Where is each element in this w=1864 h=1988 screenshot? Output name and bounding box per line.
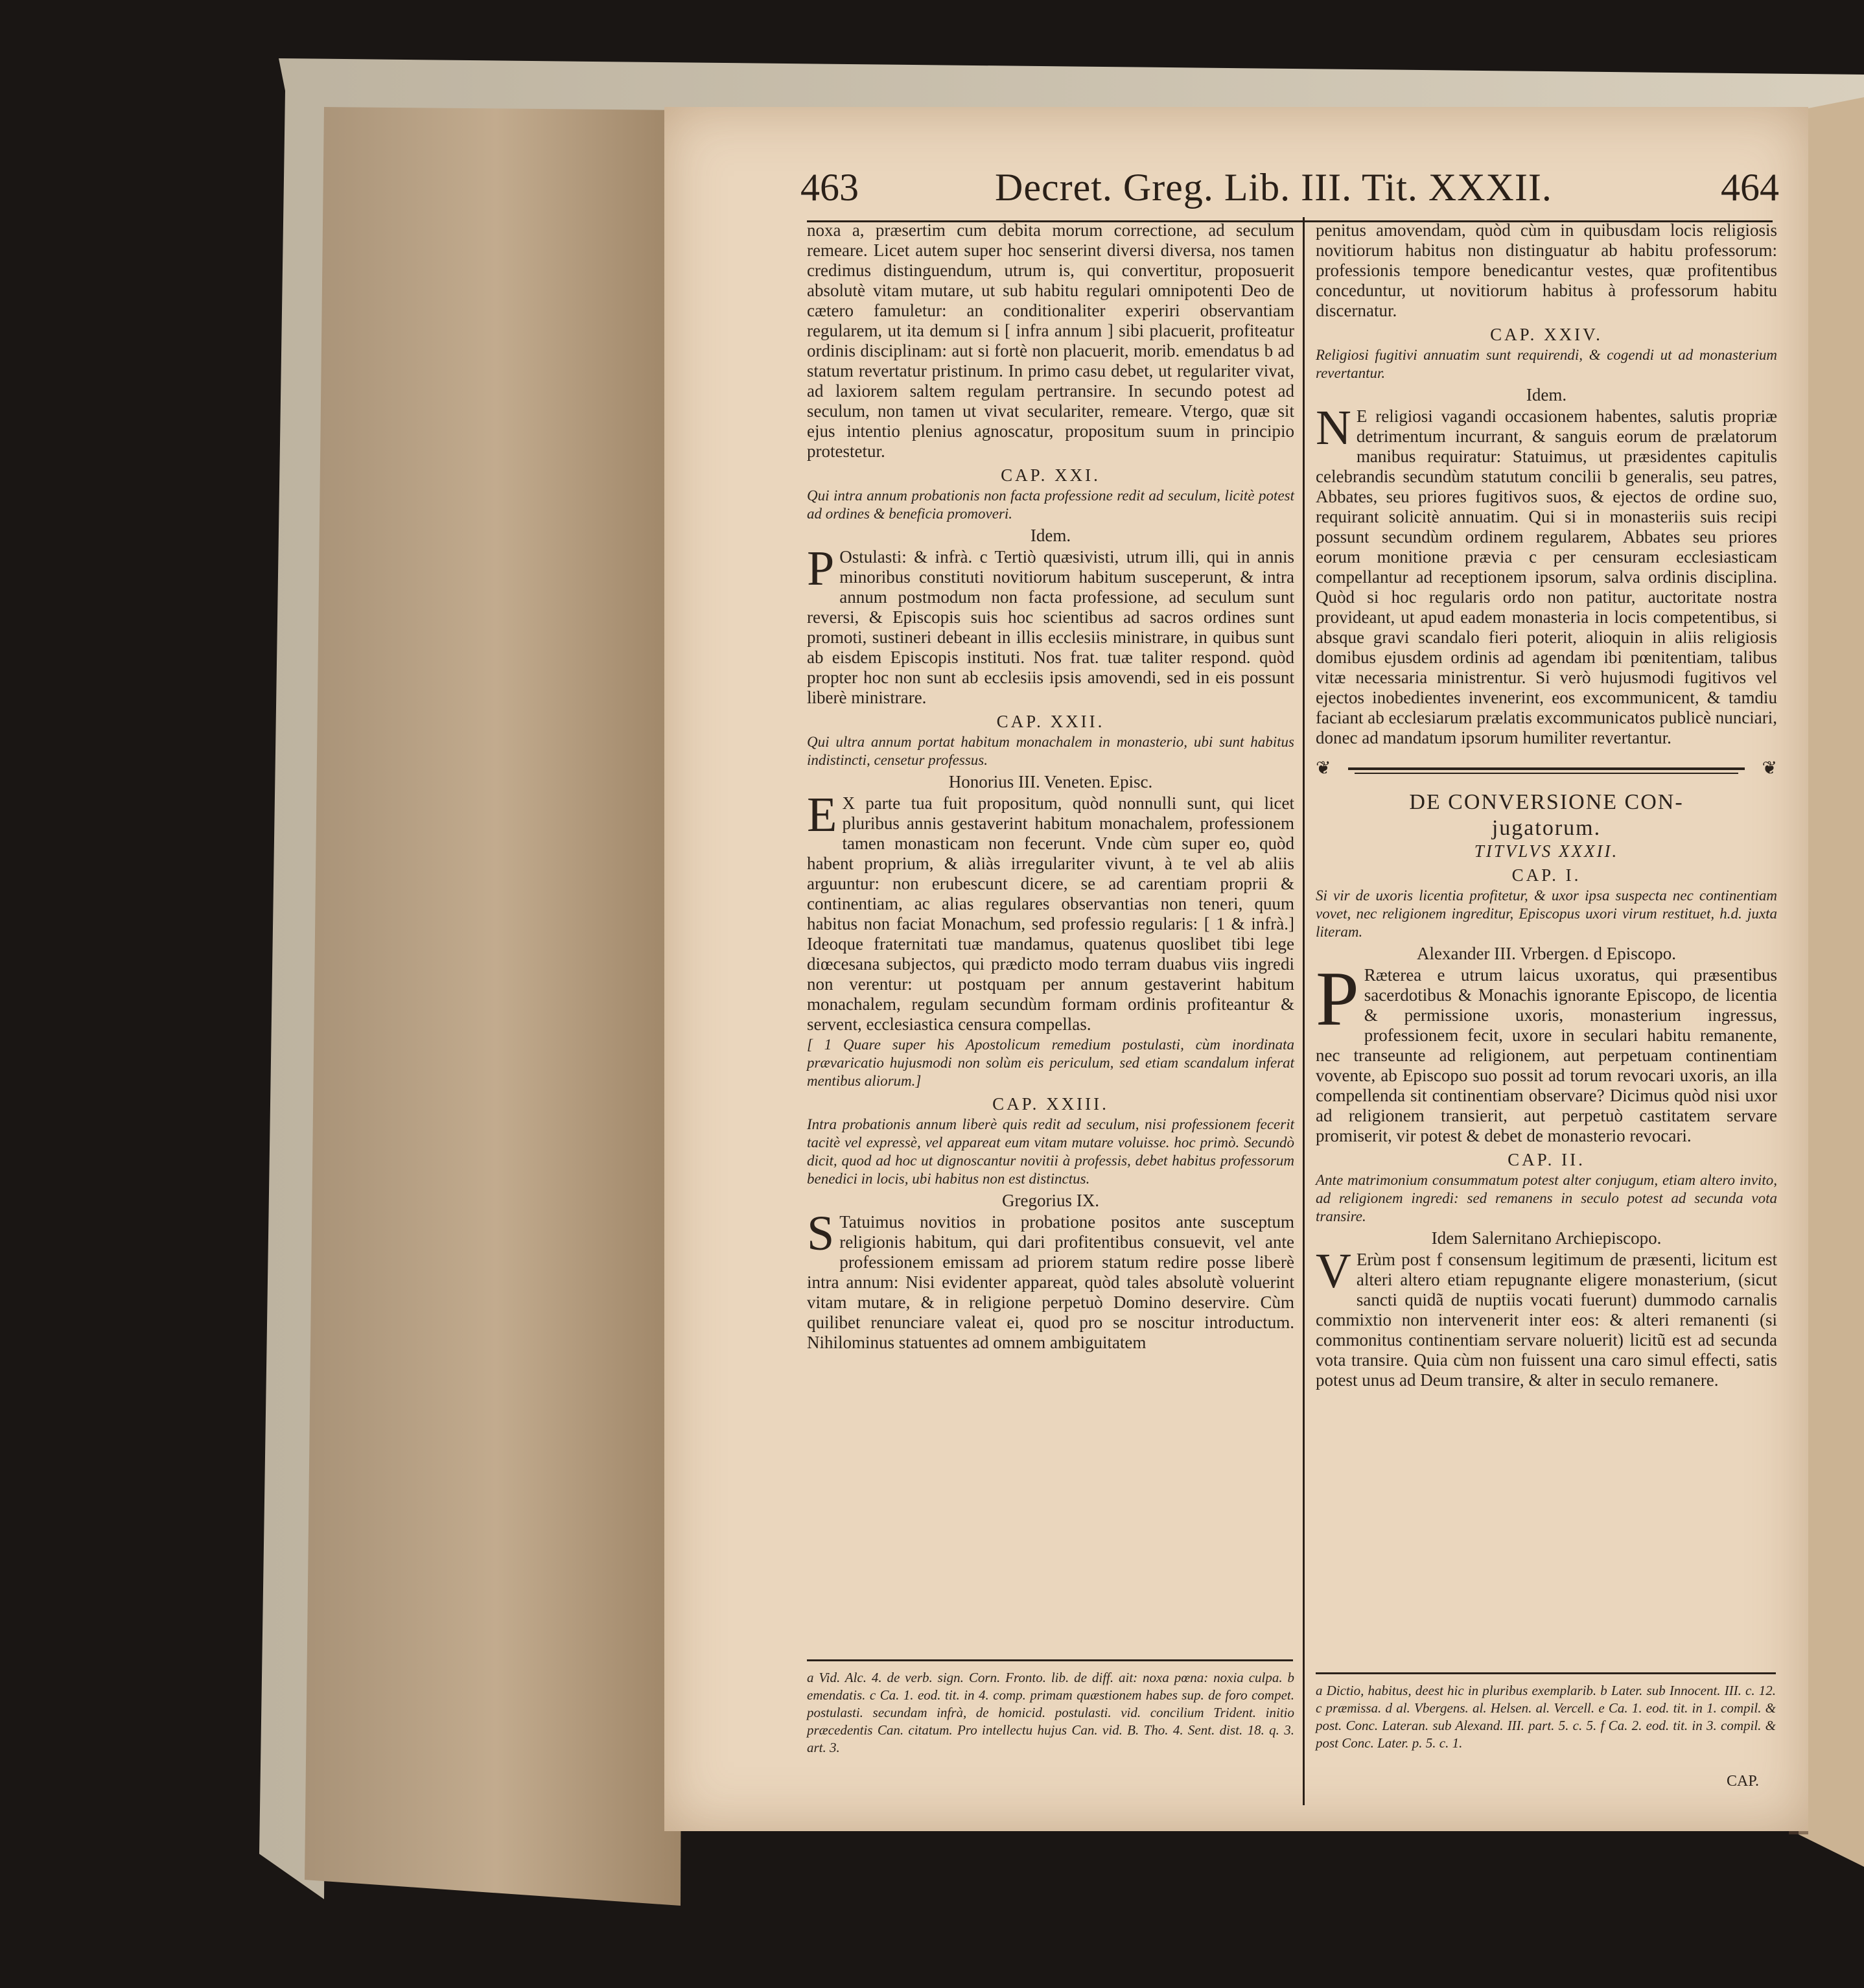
right-page-number: 464 xyxy=(1721,166,1779,209)
chapter-author: Gregorius IX. xyxy=(1002,1191,1099,1210)
chapter-summary: Intra probationis annum liberè quis redit ad seculum, nisi professionem fecerit tacitè vel expressè, vel appareat eum vitam mutare voluisse. hoc primò. Secundò dicit, quod ad hoc ut dignoscantur novitii à professis, debet habitus professorum benedici in locis, ubi habitus non est distinctus. xyxy=(807,1116,1294,1187)
drop-capital: P xyxy=(807,541,835,596)
column-rule xyxy=(1303,217,1305,1805)
chapter-heading: CAP. I. xyxy=(1511,865,1581,885)
section-title-cont: jugatorum. xyxy=(1491,816,1602,840)
chapter-text xyxy=(807,1206,1294,1353)
left-column xyxy=(807,220,1294,1353)
chapter-heading: CAP. XXIV. xyxy=(1490,325,1603,344)
drop-capital: V xyxy=(1316,1244,1351,1298)
chapter-body: Erùm post f consensum legitimum de præsenti, licitum est alteri altero etiam repugnante eligere monasterium, (sicut sancti quidã de nuptiis vocati fuerunt) dummodo carnalis commixtio non intervenerit inter eos: & alteri remanenti (si commonitus continentiam servare noluerit) licitũ est ad secunda vota transire. Quia cùm non fuissent una caro simul effecti, satis potest unus ad Deum transire, & alter in seculo remanere. xyxy=(1316,1250,1777,1390)
drop-capital: S xyxy=(807,1206,835,1261)
page-edges xyxy=(305,107,687,1906)
running-header xyxy=(800,165,1779,224)
drop-capital: N xyxy=(1316,401,1351,455)
footnote-rule xyxy=(807,1659,1293,1661)
chapter-text xyxy=(807,788,1294,1035)
chapter-summary: Ante matrimonium consummatum potest alter conjugum, etiam altero invito, ad religionem ingredi: sed remanens in seculo potest ad secunda vota transire. xyxy=(1316,1172,1777,1224)
chapter-author: Idem Salernitano Archiepiscopo. xyxy=(1431,1228,1662,1248)
chapter-author: Honorius III. Veneten. Episc. xyxy=(948,772,1153,791)
drop-capital: E xyxy=(807,788,837,842)
chapter-text xyxy=(1316,955,1777,1146)
chapter-author: Idem. xyxy=(1030,526,1071,545)
left-page-number: 463 xyxy=(800,166,859,209)
chapter-body: Ostulasti: & infrà. c Tertiò quæsivisti, utrum illi, qui in annis minoribus constituti novitiorum habitum susceperunt, & intra annum postmodum non facta professione, ad seculum sunt reversi, & Episcopis suis hoc scientibus ad sacros ordines sunt promoti, sustineri debeant in illis ecclesiis ministrare, in quibus sunt ab eisdem Episcopis instituti. Nos frat. tuæ taliter respond. quòd propter hoc non sunt ab ecclesiis ipsis amovendi, sed in eis possunt liberè ministrare. xyxy=(807,547,1294,707)
chapter-body: X parte tua fuit propositum, quòd nonnulli sunt, qui licet pluribus annis gestaverint habitum monachalem, professionem tamen monasticam non fecerunt. Vnde cùm super eo, quòd habent proprium, & aliàs irregulariter vivunt, à te vel ab aliis arguuntur: non erubescunt dicere, se ad carentiam proprii & continentiam, ac alias regulares observantias non teneri, quum habitus non faciat Monachum, sed professio regularis: [ 1 & infrà.] Ideoque fraternitati tuæ mandamus, quatenus quoslibet tibi lege diœcesana subjectos, qui prædicto modo terram duabus viis ingredi non verentur: ut postquam per annum gestaverint habitum monachalem, regulam secundùm formam ordinis profiteantur & servent, ecclesiastica censura compellas. xyxy=(807,793,1294,1034)
chapter-author: Alexander III. Vrbergen. d Episcopo. xyxy=(1416,944,1676,963)
chapter-summary: Qui ultra annum portat habitum monachalem in monasterio, ubi sunt habitus indistincti, censetur professus. xyxy=(807,734,1294,768)
ornamental-rule: ❦ ❦ xyxy=(1316,758,1777,778)
chapter-author: Idem. xyxy=(1526,385,1567,404)
chapter-body: Tatuimus novitios in probatione positos ante susceptum religionis habitum, qui dari profitentibus consuevit, vel ante professionem emissam ad priorem statum redire posse liberè intra annum: Nisi evidenter appareat, quòd tales absolutè voluerint vitam mutare, & in religione perpetuò Domino deservire. Cùm quilibet renunciare valeat ei, quod pro se noscitur introductum. Nihilominus statuentes ad omnem ambiguitatem xyxy=(807,1212,1294,1352)
chapter-body: Ræterea e utrum laicus uxoratus, qui præsentibus sacerdotibus & Monachis ignorante Episcopo, de licentia & permissione uxoris, monasterium ingressus, professionem fecit, uxore in seculari habitu remanente, nec transeunte ad religionem, aut perpetuam continentiam vovente, ab Episcopo suo possit ad torum revocari uxoris, an illa compellenda sit continentiam observare? Dicimus quòd nisi uxor ad religionem transierit, aut perpetuò castitatem servare promiserit, vir potest & debet de monasterio revocari. xyxy=(1316,965,1777,1145)
running-title: Decret. Greg. Lib. III. Tit. XXXII. xyxy=(995,166,1552,209)
intro-text: penitus amovendam, quòd cùm in quibusdam locis religiosis novitiorum habitus non distinguatur ab habitu professorum: professionis tempore benedicantur vestes, quæ profitentibus conceduntur, ut novitiorum habitus à professorum habitu discernatur. xyxy=(1316,220,1777,320)
titulus-heading: TITVLVS XXXII. xyxy=(1474,841,1619,861)
left-footnotes: a Vid. Alc. 4. de verb. sign. Corn. Fronto. lib. de diff. ait: noxa pœna: noxia culpa. b emendatis. c Ca. 1. eod. tit. in 4. comp. primam quæstionem habes sup. de foro compet. postulasti. secundam infrà, de homicid. postulasti. vid. concilium Trident. initio præcedentis Can. citatum. Pro intellectu hujus Can. vid. B. Tho. 4. Sent. dist. 18. q. 3. art. 3. xyxy=(807,1670,1294,1755)
chapter-text xyxy=(1316,1244,1777,1390)
right-page-edge xyxy=(1799,97,1864,1867)
chapter-summary: Qui intra annum probationis non facta professione redit ad seculum, licitè potest ad ordines & beneficia promoveri. xyxy=(807,487,1294,522)
chapter-text xyxy=(1316,401,1777,748)
chapter-summary: Religiosi fugitivi annuatim sunt requirendi, & cogendi ut ad monasterium revertantur. xyxy=(1316,347,1777,381)
right-footnotes: a Dictio, habitus, deest hic in pluribus exemplarib. b Later. sub Innocent. III. c. 12. c præmissa. d al. Vbergens. al. Helsen. al. Vercell. e Ca. 1. eod. tit. in 1. compil. & post. Conc. Lateran. sub Alexand. III. part. 5. c. 5. f Ca. 2. eod. tit. in 3. compil. & post Conc. Later. p. 5. c. 1. xyxy=(1316,1683,1776,1751)
chapter-text xyxy=(807,541,1294,708)
catchword: CAP. xyxy=(1727,1773,1760,1790)
chapter-summary: Si vir de uxoris licentia profitetur, & uxor ipsa suspecta nec continentiam vovet, nec religionem ingreditur, Episcopus uxori virum restituet, h.d. juxta literam. xyxy=(1316,887,1777,940)
right-column xyxy=(1316,220,1777,1390)
chapter-body: E religiosi vagandi occasionem habentes, salutis propriæ detrimentum incurrant, & sanguis eorum de prælatorum manibus requiratur: Statuimus, ut præsidentes capitulis celebrandis secundùm statutum concilii b generalis, seu patres, Abbates, seu priores fugitivos suos, & ejectos de ordine suo, requirant solicitè annuatim. Qui si in monasteriis suis recipi possunt secundùm ordinem regularem, Abbates seu priores eorum monitione prævia c per censuram ecclesiasticam compellantur ad receptionem ipsorum, salva ordinis disciplina. Quòd si hoc regularis ordo non patitur, auctoritate nostra provideant, ut apud eadem monasteria in locis competentibus, si absque gravi scandalo fieri poterit, alioquin in aliis religiosis domibus ejusdem ordinis ad agendam ibi pœnitentiam, talibus vitæ necessaria ministrentur. Si verò hujusmodi fugitivos vel ejectos inobedientes invenerint, eos excommunicent, & tamdiu faciant ab ecclesiarum prælatis excommunicatos publicè nunciari, donec ad mandatum ipsorum humiliter revertantur. xyxy=(1316,406,1777,747)
intro-text: noxa a, præsertim cum debita morum correctione, ad seculum remeare. Licet autem super hoc senserint diversi diversa, nos tamen credimus distinguendum, utrum is, qui convertitur, proposuerit absolutè vitam mutare, ut sub habitu regulari omnipotenti Deo de cætero famuletur: an conditionaliter experiri observantiam regularem, ut ita demum si [ infra annum ] sibi placuerit, profiteatur ordinis disciplinam: aut si fortè non placuerit, morib. emendatus b ad statum revertatur pristinum. In primo casu debet, ut regulariter vivat, ad laxiorem saltem regulam pertransire. In secundo potest ad seculum, non tamen ut vivat seculariter, remeare. Vtergo, quæ sit ejus intentio plenius agnoscatur, propositum suum in principio protestetur. xyxy=(807,220,1294,461)
chapter-heading: CAP. XXIII. xyxy=(992,1094,1109,1114)
drop-capital: P xyxy=(1316,955,1359,1042)
chapter-heading: CAP. XXI. xyxy=(1001,465,1101,485)
footnote-rule xyxy=(1316,1672,1776,1674)
chapter-heading: CAP. XXII. xyxy=(996,712,1105,731)
section-title: DE CONVERSIONE CON- xyxy=(1409,790,1684,814)
chapter-heading: CAP. II. xyxy=(1508,1150,1585,1169)
chapter-note: [ 1 Quare super his Apostolicum remedium postulasti, cùm inordinata prævaricatio hujusmodi non solùm eis periculum, sed etiam scandalum inferat mentibus aliorum.] xyxy=(807,1036,1294,1089)
